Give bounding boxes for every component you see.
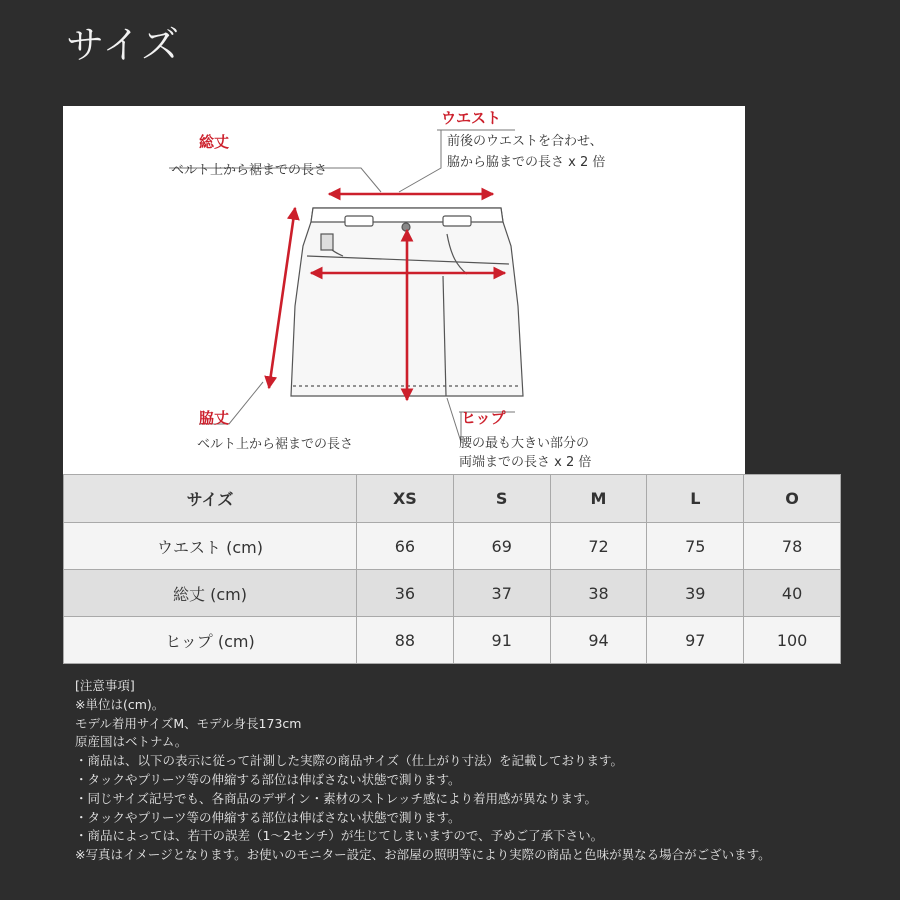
note-line: ※写真はイメージとなります。お使いのモニター設定、お部屋の照明等により実際の商品と色味が異なる場合がございます。	[75, 847, 771, 863]
table-cell: 40	[744, 570, 841, 617]
header-cell: サイズ	[64, 475, 357, 523]
table-cell: 69	[453, 523, 550, 570]
note-line: ・タックやプリーツ等の伸縮する部位は伸ばさない状態で測ります。	[75, 771, 461, 787]
waist-description-line2: 脇から脇までの長さ x 2 倍	[447, 155, 606, 170]
note-line: ・同じサイズ記号でも、各商品のデザイン・素材のストレッチ感により着用感が異なります。	[75, 790, 598, 806]
table-cell: 37	[453, 570, 550, 617]
table-cell: 78	[744, 523, 841, 570]
table-cell: 88	[357, 617, 454, 664]
hip-title: ヒップ	[461, 409, 506, 427]
measurement-diagram	[63, 106, 745, 474]
table-cell: 36	[357, 570, 454, 617]
table-cell: 39	[647, 570, 744, 617]
note-line: ・タックやプリーツ等の伸縮する部位は伸ばさない状態で測ります。	[75, 809, 461, 825]
table-cell: 94	[550, 617, 647, 664]
table-cell: 100	[744, 617, 841, 664]
note-line: ※単位は(cm)。	[75, 696, 165, 712]
page-title: サイズ	[66, 23, 180, 67]
table-cell: 91	[453, 617, 550, 664]
notes-section	[75, 677, 835, 865]
side-length-title: 脇丈	[199, 409, 230, 427]
header-cell: S	[453, 475, 550, 523]
table-cell: 97	[647, 617, 744, 664]
note-line: 原産国はベトナム。	[75, 734, 188, 750]
table-row	[64, 570, 841, 617]
row-label: ヒップ (cm)	[64, 617, 357, 664]
hip-description-line2: 両端までの長さ x 2 倍	[459, 455, 592, 470]
table-cell: 38	[550, 570, 647, 617]
side-length-description: ベルト上から裾までの長さ	[197, 437, 354, 452]
table-cell: 66	[357, 523, 454, 570]
table-cell: 72	[550, 523, 647, 570]
header-cell: M	[550, 475, 647, 523]
note-line: ・商品によっては、若干の誤差（1〜2センチ）が生じてしまいますので、予めご了承下さい。	[75, 828, 604, 844]
table-cell: 75	[647, 523, 744, 570]
note-line: ・商品は、以下の表示に従って計測した実際の商品サイズ（仕上がり寸法）を記載しております。	[75, 753, 624, 769]
table-row	[64, 523, 841, 570]
waist-description-line1: 前後のウエストを合わせ、	[447, 134, 603, 149]
note-line: モデル着用サイズM、モデル身長173cm	[75, 715, 302, 731]
row-label: ウエスト (cm)	[64, 523, 357, 570]
length-description: ベルト上から裾までの長さ	[171, 163, 328, 178]
header-cell: O	[744, 475, 841, 523]
waist-title: ウエスト	[441, 109, 502, 127]
row-label: 総丈 (cm)	[64, 570, 357, 617]
hip-description-line1: 腰の最も大きい部分の	[459, 436, 590, 451]
notes-heading: [注意事項]	[75, 678, 135, 693]
length-title: 総丈	[199, 133, 230, 151]
table-row	[64, 617, 841, 664]
table-header-row	[64, 475, 841, 523]
header-cell: L	[647, 475, 744, 523]
header-cell: XS	[357, 475, 454, 523]
size-table	[63, 474, 841, 664]
